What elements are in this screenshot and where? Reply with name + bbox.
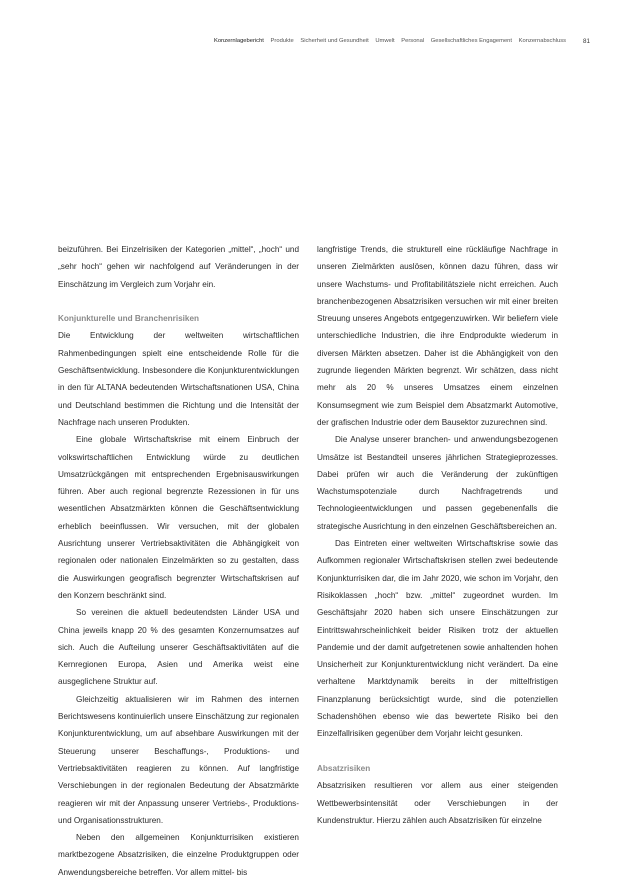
nav-link-sicherheit-gesundheit[interactable]: Sicherheit und Gesundheit: [300, 38, 369, 44]
spacer: [58, 293, 299, 310]
paragraph: So vereinen die aktuell bedeutendsten Länder USA und China jeweils knapp 20 % des gesamten Konzernumsatzes auf sich. Auch die Aufteilung unserer Geschäftsaktivitäten auf die Kernregionen Europa, Asien und Amerika weist eine ausgeglichene Struktur auf.: [58, 608, 299, 687]
paragraph: beizuführen. Bei Einzelrisiken der Kategorien „mittel“, „hoch“ und „sehr hoch“ gehen wir nachfolgend auf Veränderungen in der Einschätzung im Vergleich zum Vorjahr ein.: [58, 245, 299, 289]
paragraph: Absatzrisiken resultieren vor allem aus einer steigenden Wettbewerbsintensität oder Verschiebungen in der Kundenstruktur. Hierzu zählen auch Absatzrisiken für einzelne: [317, 781, 558, 825]
left-text-column: [58, 241, 299, 881]
nav-link-personal[interactable]: Personal: [401, 38, 425, 44]
spacer: [317, 743, 558, 760]
section-heading-absatzrisiken: Absatzrisiken: [317, 763, 371, 773]
header-navigation: [0, 35, 634, 49]
nav-link-produkte[interactable]: Produkte: [270, 38, 294, 44]
paragraph: Gleichzeitig aktualisieren wir im Rahmen des internen Berichtswesens kontinuierlich unsere Einschätzung zur regionalen Konjunkturentwicklung, um auf absehbare Auswirkungen mit der Steuerung unserer Beschaffungs-, Produktions- und Vertriebsaktivitäten reagieren zu können. Auf langfristige Verschiebungen in der regionalen Bedeutung der Absatzmärkte reagieren wir mit der Anpassung unserer Vertriebs-, Produktions- und Organisationsstrukturen.: [58, 694, 299, 825]
nav-link-gesellschaftliches-engagement[interactable]: Gesellschaftliches Engagement: [430, 38, 512, 44]
paragraph: Das Eintreten einer weltweiten Wirtschaftskrise sowie das Aufkommen regionaler Wirtschaftskrisen stellen zwei bedeutende Konjunkturrisiken dar, die im Jahr 2020, wie schon im Vorjahr, den Risikoklassen „hoch“ bzw. „mittel“ zugeordnet wurden. Im Geschäftsjahr 2020 haben sich unsere Einschätzungen zur Eintrittswahrscheinlichkeit beider Risiken trotz der aktuellen Pandemie und der damit aufgetretenen sowie anhaltenden hohen Unsicherheit zur Konjunkturentwicklung nicht verändert. Da eine verhaltene Marktdynamik bereits in der mittelfristigen Finanzplanung berücksichtigt wurde, sind die potenziellen Schadenshöhen ebenso wie das bewertete Risiko bei den Einzelfallrisiken gegenüber dem Vorjahr leicht gesunken.: [317, 539, 558, 739]
page-number: 81: [583, 38, 591, 45]
section-heading-konjunktur: Konjunkturelle und Branchenrisiken: [58, 314, 200, 324]
paragraph: langfristige Trends, die strukturell eine rückläufige Nachfrage in unseren Zielmärkten auslösen, können dazu führen, dass wir unsere Wachstums- und Profitabilitätsziele nicht erreichen. Auch branchenbezogenen Absatzrisiken versuchen wir mit einer breiten Streuung unseres Angebots entgegenzuwirken. Wir beliefern viele unterschiedliche Industrien, die ihre Endprodukte wiederum in diversen Märkten absetzen. Daher ist die Abhängigkeit von den zugrunde liegenden Märkten begrenzt. Wir schätzen, dass nicht mehr als 20 % unseres Umsatzes einem einzelnen Konsumsegment wie zum Beispiel dem Absatzmarkt Automotive, der grafischen Industrie oder dem Bausektor zuzurechnen sind.: [317, 245, 558, 427]
paragraph: Neben den allgemeinen Konjunkturrisiken existieren marktbezogene Absatzrisiken, die einzelne Produktgruppen oder Anwendungsbereiche betreffen. Vor allem mittel- bis: [58, 833, 299, 877]
right-text-column: [317, 241, 558, 829]
paragraph: Eine globale Wirtschaftskrise mit einem Einbruch der volkswirtschaftlichen Entwicklung würde zu deutlichen Umsatzrückgängen mit entsprechenden Ergebnisauswirkungen führen. Aber auch regional begrenzte Rezessionen in für uns wesentlichen Absatzmärkten können die Geschäftsentwicklung erheblich beeinflussen. Wir versuchen, mit der globalen Ausrichtung unserer Vertriebsaktivitäten die Abhängigkeit von regionalen oder nationalen Einzelmärkten so zu gestalten, dass die Auswirkungen geografisch begrenzter Wirtschaftskrisen auf den Konzern beschränkt sind.: [58, 435, 299, 600]
nav-link-konzernabschluss[interactable]: Konzernabschluss: [518, 38, 566, 44]
section-nav-links: [209, 38, 566, 44]
nav-link-konzernlagebericht[interactable]: Konzernlagebericht: [213, 38, 264, 44]
nav-link-umwelt[interactable]: Umwelt: [375, 38, 395, 44]
paragraph: Die Analyse unserer branchen- und anwendungsbezogenen Umsätze ist Bestandteil unseres jährlichen Strategieprozesses. Dabei prüfen wir auch die Veränderung der zukünftigen Wachstumspotenziale durch Nachfragetrends und Technologieentwicklungen und passen gegebenenfalls die strategische Ausrichtung in den einzelnen Geschäftsbereichen an.: [317, 435, 558, 531]
paragraph: Die Entwicklung der weltweiten wirtschaftlichen Rahmenbedingungen spielt eine entscheidende Rolle für die Geschäftsentwicklung. Insbesondere die Konjunkturentwicklungen in den für ALTANA bedeutenden Wirtschaftsnationen USA, China und Deutschland bestimmen die Richtung und die Intensität der Nachfrage nach unseren Produkten.: [58, 331, 299, 427]
